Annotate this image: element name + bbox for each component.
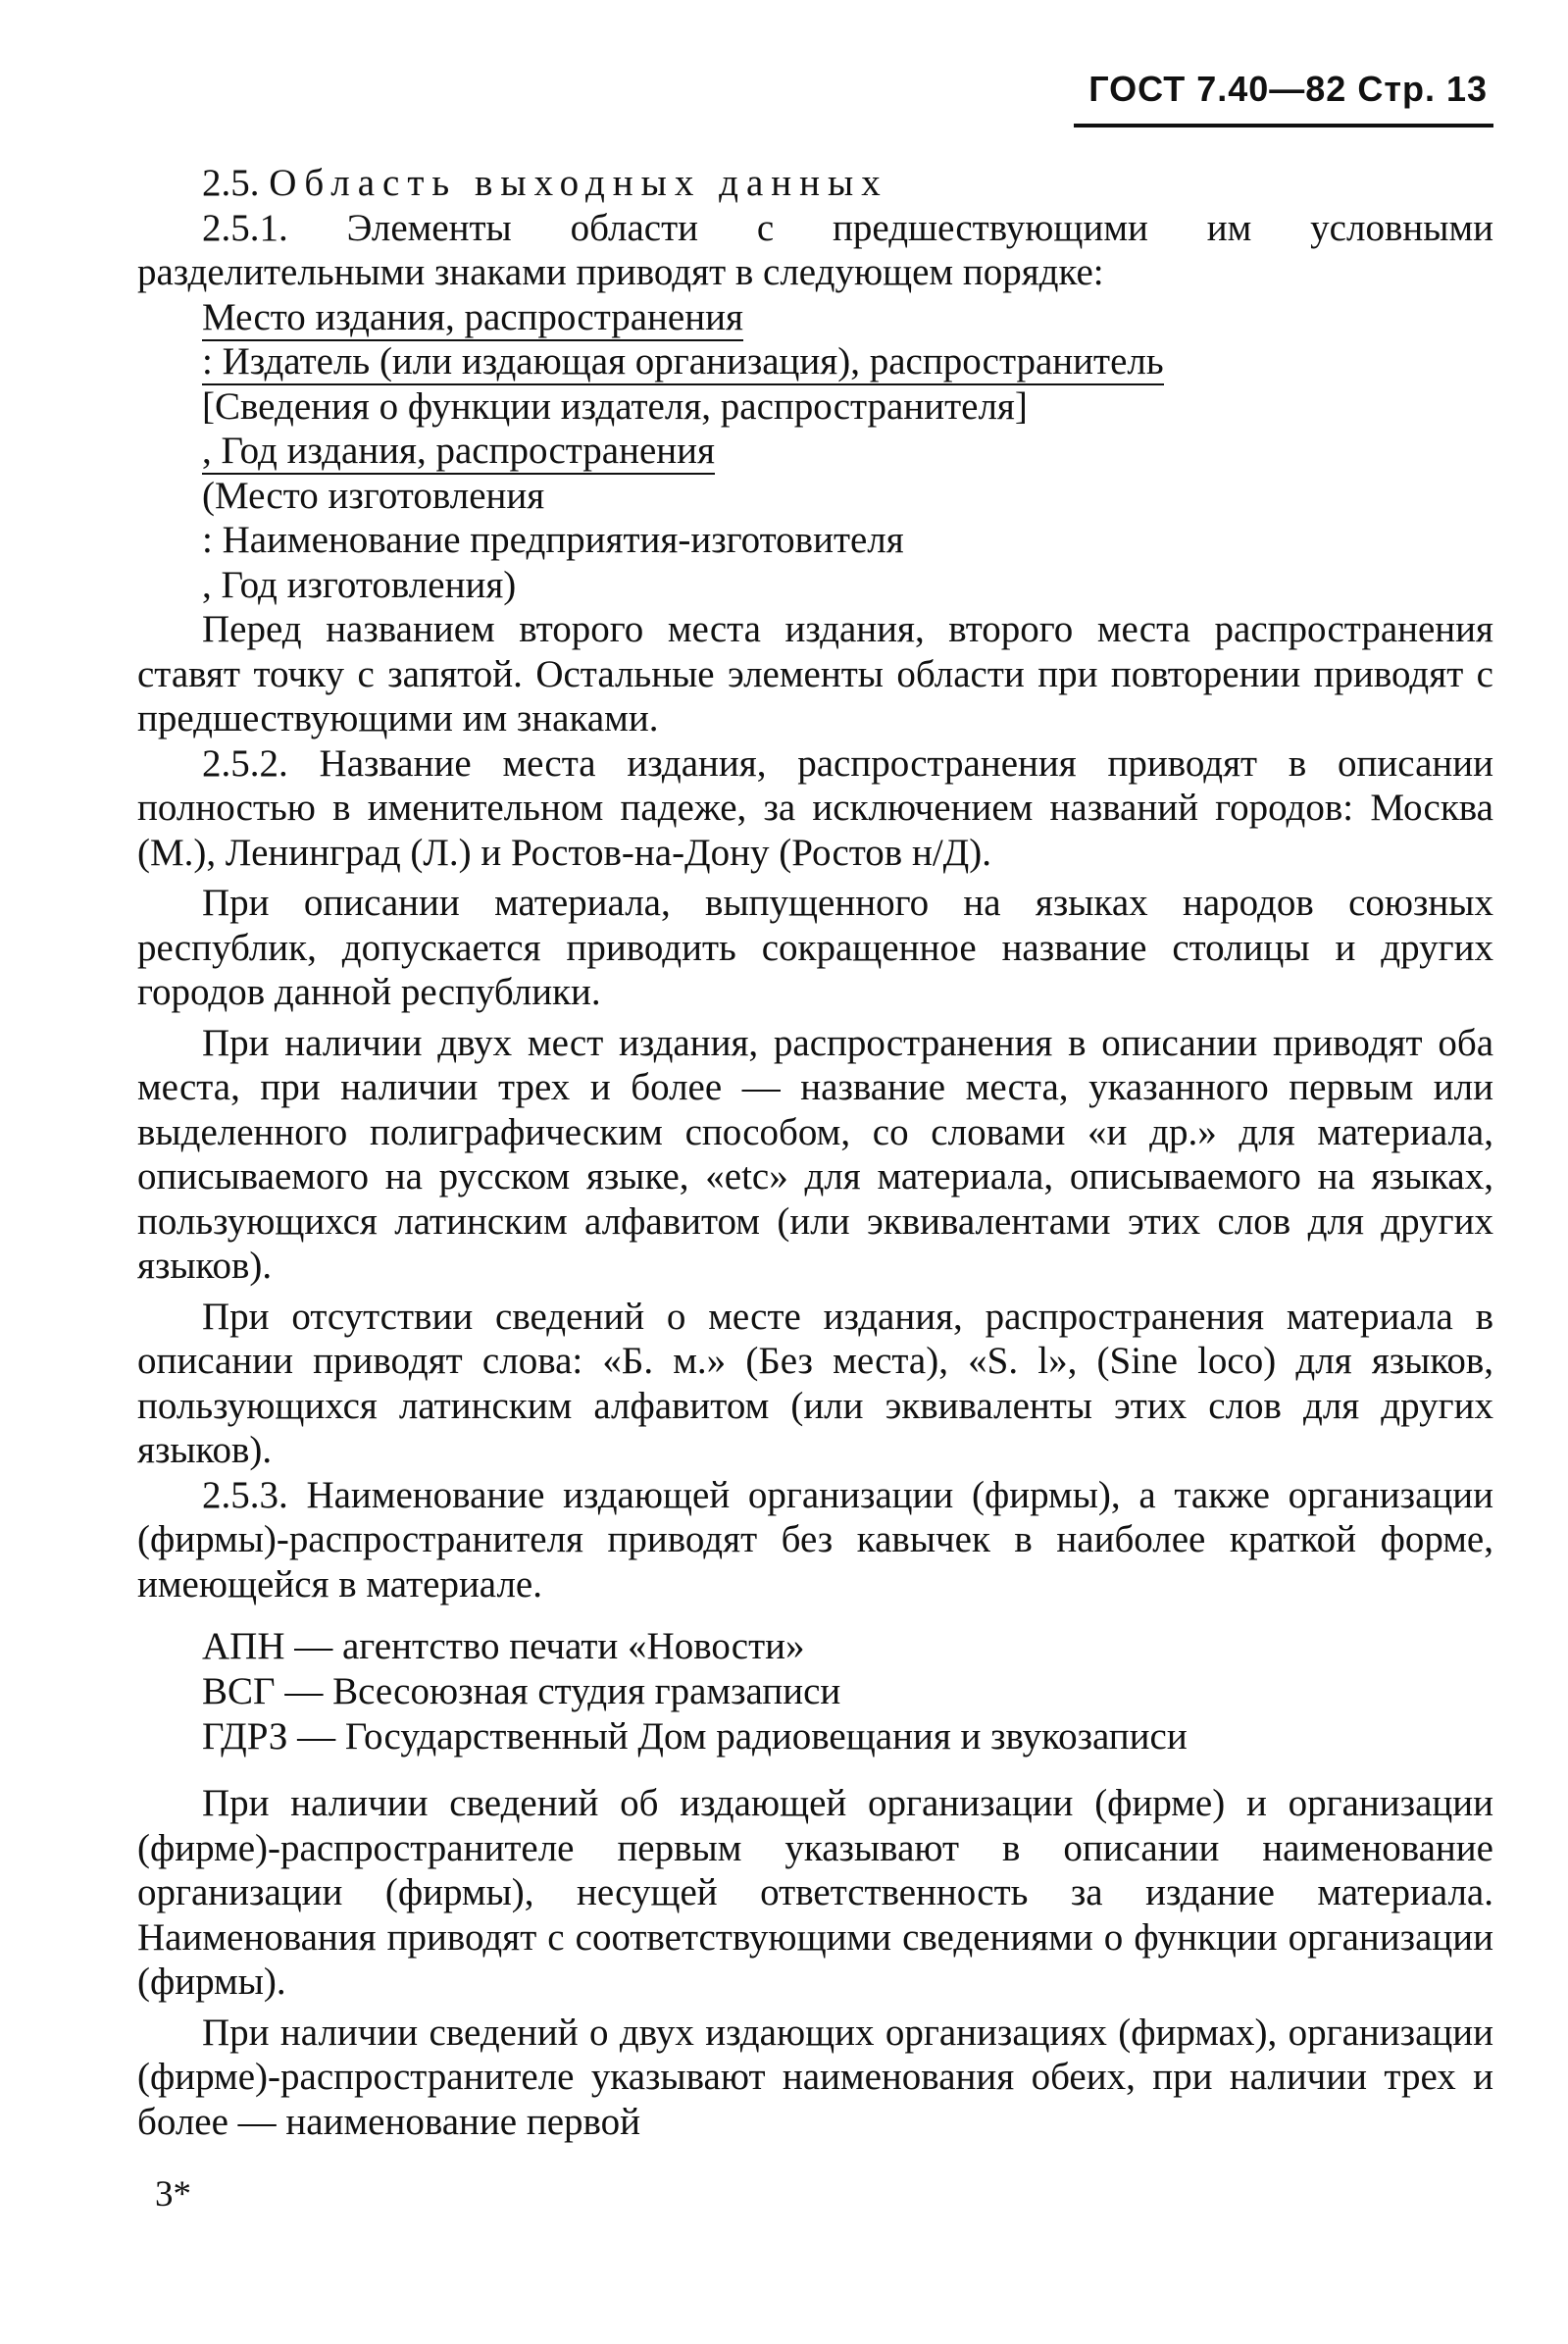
document-body xyxy=(137,161,1493,2144)
element-line-4: , Год издания, распространения xyxy=(202,429,1493,474)
abbreviation-item: АПН — агентство печати «Новости» xyxy=(202,1625,805,1667)
paragraph-two-places: При наличии двух мест издания, распространения в описании приводят оба места, при наличии трех и более — название места, указанного первым или выделенного полиграфическим способом, со словами «и др.» для материала, описываемого на русском языке, «etc» для материала, описываемого на языках, пользующихся латинским алфавитом (или эквивалентами этих слов для других языков). xyxy=(137,1021,1493,1287)
section-number: 2.5. xyxy=(202,162,260,204)
section-heading xyxy=(137,161,1493,206)
section-title: Область выходных данных xyxy=(269,162,888,204)
paragraph-two-publishers: При наличии сведений о двух издающих организациях (фирмах), организации (фирме)-распространителе указывают наименования обеих, при наличии трех и более — наименование первой xyxy=(137,2011,1493,2143)
element-line-1: Место издания, распространения xyxy=(202,295,1493,340)
abbreviation-item: ГДРЗ — Государственный Дом радиовещания и звукозаписи xyxy=(202,1715,1188,1758)
element-line-2: : Издатель (или издающая организация), распространитель xyxy=(202,339,1493,384)
paragraph-publisher-distributor: При наличии сведений об издающей организации (фирме) и организации (фирме)-распространителе первым указывают в описании наименование организации (фирмы), несущей ответственность за издание материала. Наименования приводят с соответствующими сведениями о функции организации (фирмы). xyxy=(137,1782,1493,2003)
paragraph-second-place: Перед названием второго места издания, второго места распространения ставят точку с запятой. Остальные элементы области при повторении приводят с предшествующими им знаками. xyxy=(137,608,1493,739)
signature-mark: 3* xyxy=(155,2174,191,2215)
element-line-6: : Наименование предприятия-изготовителя xyxy=(202,519,904,561)
element-line-5: (Место изготовления xyxy=(202,474,545,517)
element-line-7: , Год изготовления) xyxy=(202,563,517,606)
element-order-list xyxy=(202,295,1493,608)
abbreviation-item: ВСГ — Всесоюзная студия грамзаписи xyxy=(202,1670,841,1712)
paragraph-no-place: При отсутствии сведений о месте издания, распространения материала в описании приводят слова: «Б. м.» (Без места), «S. l», (Sine loco) для языков, пользующихся латинским алфавитом (или эквиваленты этих слов для других языков). xyxy=(137,1295,1493,1471)
abbreviation-examples xyxy=(202,1624,1493,1759)
header-rule xyxy=(1074,124,1493,127)
element-line-3: [Сведения о функции издателя, распространителя] xyxy=(202,384,1028,428)
paragraph-union-republics: При описании материала, выпущенного на языках народов союзных республик, допускается приводить сокращенное название столицы и других городов данной республики. xyxy=(137,882,1493,1013)
paragraph-2-5-2: 2.5.2. Название места издания, распространения приводят в описании полностью в именительном падеже, за исключением названий городов: Москва (М.), Ленинград (Л.) и Ростов-на-Дону (Ростов н/Д). xyxy=(137,741,1493,874)
paragraph-2-5-3: 2.5.3. Наименование издающей организации (фирмы), а также организации (фирмы)-распространителя приводят без кавычек в наиболее краткой форме, имеющейся в материале. xyxy=(137,1473,1493,1605)
paragraph-2-5-1: 2.5.1. Элементы области с предшествующими им условными разделительными знаками приводят в следующем порядке: xyxy=(137,206,1493,293)
running-head: ГОСТ 7.40—82 Стр. 13 xyxy=(1088,69,1488,109)
